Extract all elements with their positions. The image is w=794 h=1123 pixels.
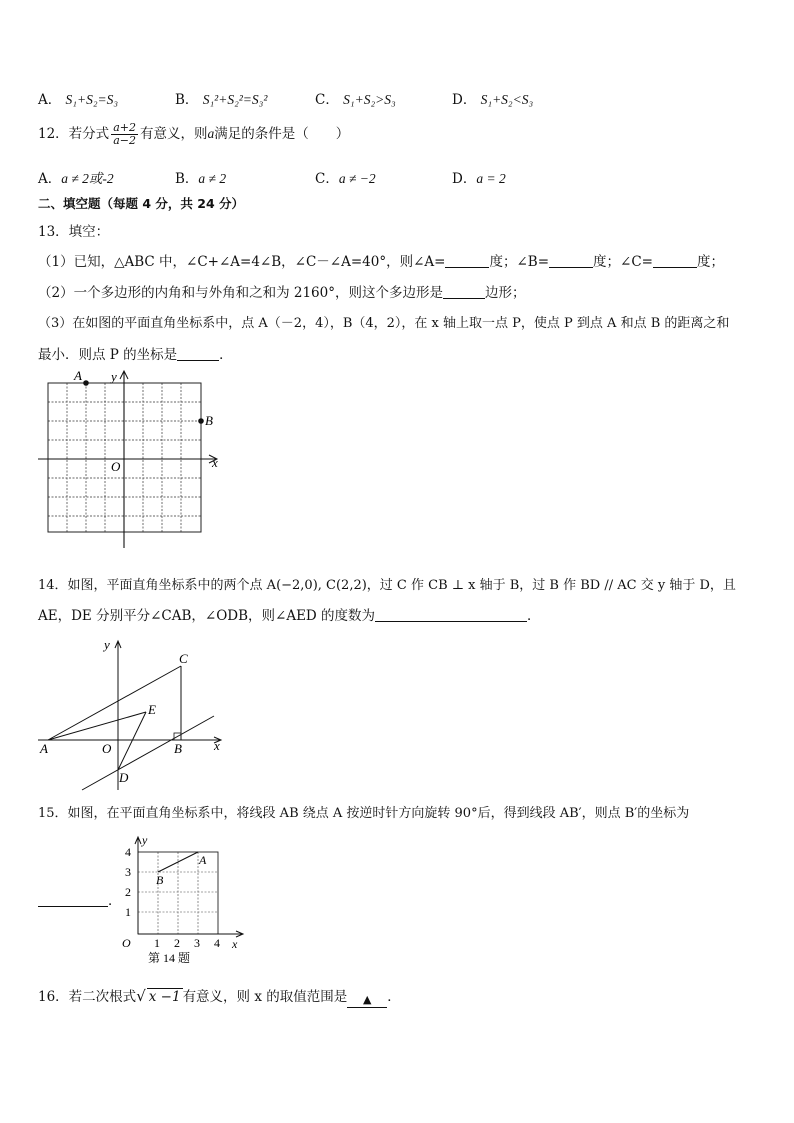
label-a: A bbox=[40, 741, 48, 756]
label-y: y bbox=[104, 637, 110, 652]
label-o: O bbox=[102, 741, 112, 756]
y-tick-2: 2 bbox=[125, 885, 131, 899]
q13-label: 13．填空： bbox=[38, 224, 110, 240]
label-o: O bbox=[122, 936, 131, 950]
x-tick-3: 3 bbox=[194, 936, 200, 950]
label-x: x bbox=[214, 738, 220, 753]
label-b: B bbox=[205, 413, 213, 428]
x-tick-1: 1 bbox=[154, 936, 160, 950]
x-tick-2: 2 bbox=[174, 936, 180, 950]
q12-option-b: B．a ≠ 2 bbox=[175, 171, 227, 187]
q11-option-c-expr: S₁+S₂>S₃ bbox=[343, 92, 396, 107]
q14-line2: AE，DE 分别平分∠CAB，∠ODB，则∠AED 的度数为 ． bbox=[38, 608, 541, 624]
label-x: x bbox=[232, 937, 238, 951]
q12-stem: 12．若分式 $\frac{a+2}{a-2}$ 有意义，则a满足的条件是（ ） bbox=[38, 121, 350, 147]
q11-option-b-expr: S₁²+S₂²=S₃² bbox=[202, 92, 268, 107]
label-x: x bbox=[212, 455, 218, 470]
q16-stem: 16．若二次根式√ x −1 有意义，则 x 的取值范围是 ▲ ． bbox=[38, 987, 401, 1006]
q12-fraction: $\frac{a+2}{a-2}$ bbox=[113, 121, 136, 147]
label-b: B bbox=[156, 873, 164, 887]
q11-option-d: D． S₁+S₂<S₃ bbox=[452, 92, 534, 108]
label-b: B bbox=[174, 741, 182, 756]
x-tick-4: 4 bbox=[214, 936, 220, 950]
q13-part3-line2: 最小．则点 P 的坐标是 ． bbox=[38, 347, 233, 363]
q12-option-d: D．a = 2 bbox=[452, 171, 506, 187]
q11-option-a: A． S₁+S₂=S₃ bbox=[38, 92, 119, 108]
y-tick-4: 4 bbox=[125, 845, 131, 859]
label-d: D bbox=[119, 770, 129, 785]
q13-part2: （2）一个多边形的内角和与外角和之和为 2160°，则这个多边形是 边形； bbox=[38, 285, 526, 301]
q12-option-c: C．a ≠ −2 bbox=[315, 171, 376, 187]
label-o: O bbox=[111, 459, 121, 474]
q11-option-c: C． S₁+S₂>S₃ bbox=[315, 92, 396, 108]
q14-line1: 14．如图，平面直角坐标系中的两个点 A(−2,0), C(2,2)，过 C 作 CB ⊥ x 轴于 B，过 B 作 BD // AC 交 y 轴于 D，且 bbox=[38, 578, 736, 593]
label-a: A bbox=[199, 853, 207, 867]
label-c: C bbox=[179, 651, 188, 666]
q15-figure bbox=[118, 832, 258, 970]
figure-caption: 第 14 题 bbox=[148, 951, 191, 965]
y-tick-1: 1 bbox=[125, 905, 131, 919]
q14-figure bbox=[34, 634, 234, 794]
q13-part3-line1: （3）在如图的平面直角坐标系中，点 A（－2，4），B（4，2），在 x 轴上取一点 P，使点 P 到点 A 和点 B 的距离之和 bbox=[38, 316, 730, 331]
q16-answer-blank: ▲ bbox=[347, 993, 387, 1008]
label-e: E bbox=[148, 702, 156, 717]
q13-part1: （1）已知，△ABC 中，∠C+∠A=4∠B，∠C－∠A=40°，则∠A= 度；∠B= 度；∠C= 度； bbox=[38, 254, 724, 270]
q16-radicand: x −1 bbox=[148, 989, 181, 1005]
q11-option-b: B． S₁²+S₂²=S₃² bbox=[175, 92, 268, 108]
q15-line1: 15．如图，在平面直角坐标系中，将线段 AB 绕点 A 按逆时针方向旋转 90°后，得到线段 AB′，则点 B′的坐标为 bbox=[38, 806, 690, 821]
label-y: y bbox=[111, 369, 117, 384]
q13-coordinate-grid bbox=[34, 368, 224, 550]
label-a: A bbox=[74, 368, 82, 383]
point-a bbox=[83, 380, 89, 386]
y-tick-3: 3 bbox=[125, 865, 131, 879]
section-title: 二、填空题（每题 4 分，共 24 分） bbox=[38, 196, 245, 211]
q12-option-a: A．a ≠ 2或-2 bbox=[38, 171, 114, 187]
q15-answer-line: ． bbox=[38, 889, 122, 909]
label-y: y bbox=[142, 833, 148, 847]
point-b bbox=[198, 418, 204, 424]
q11-option-a-expr: S₁+S₂=S₃ bbox=[65, 92, 119, 107]
q11-option-d-expr: S₁+S₂<S₃ bbox=[480, 92, 534, 107]
